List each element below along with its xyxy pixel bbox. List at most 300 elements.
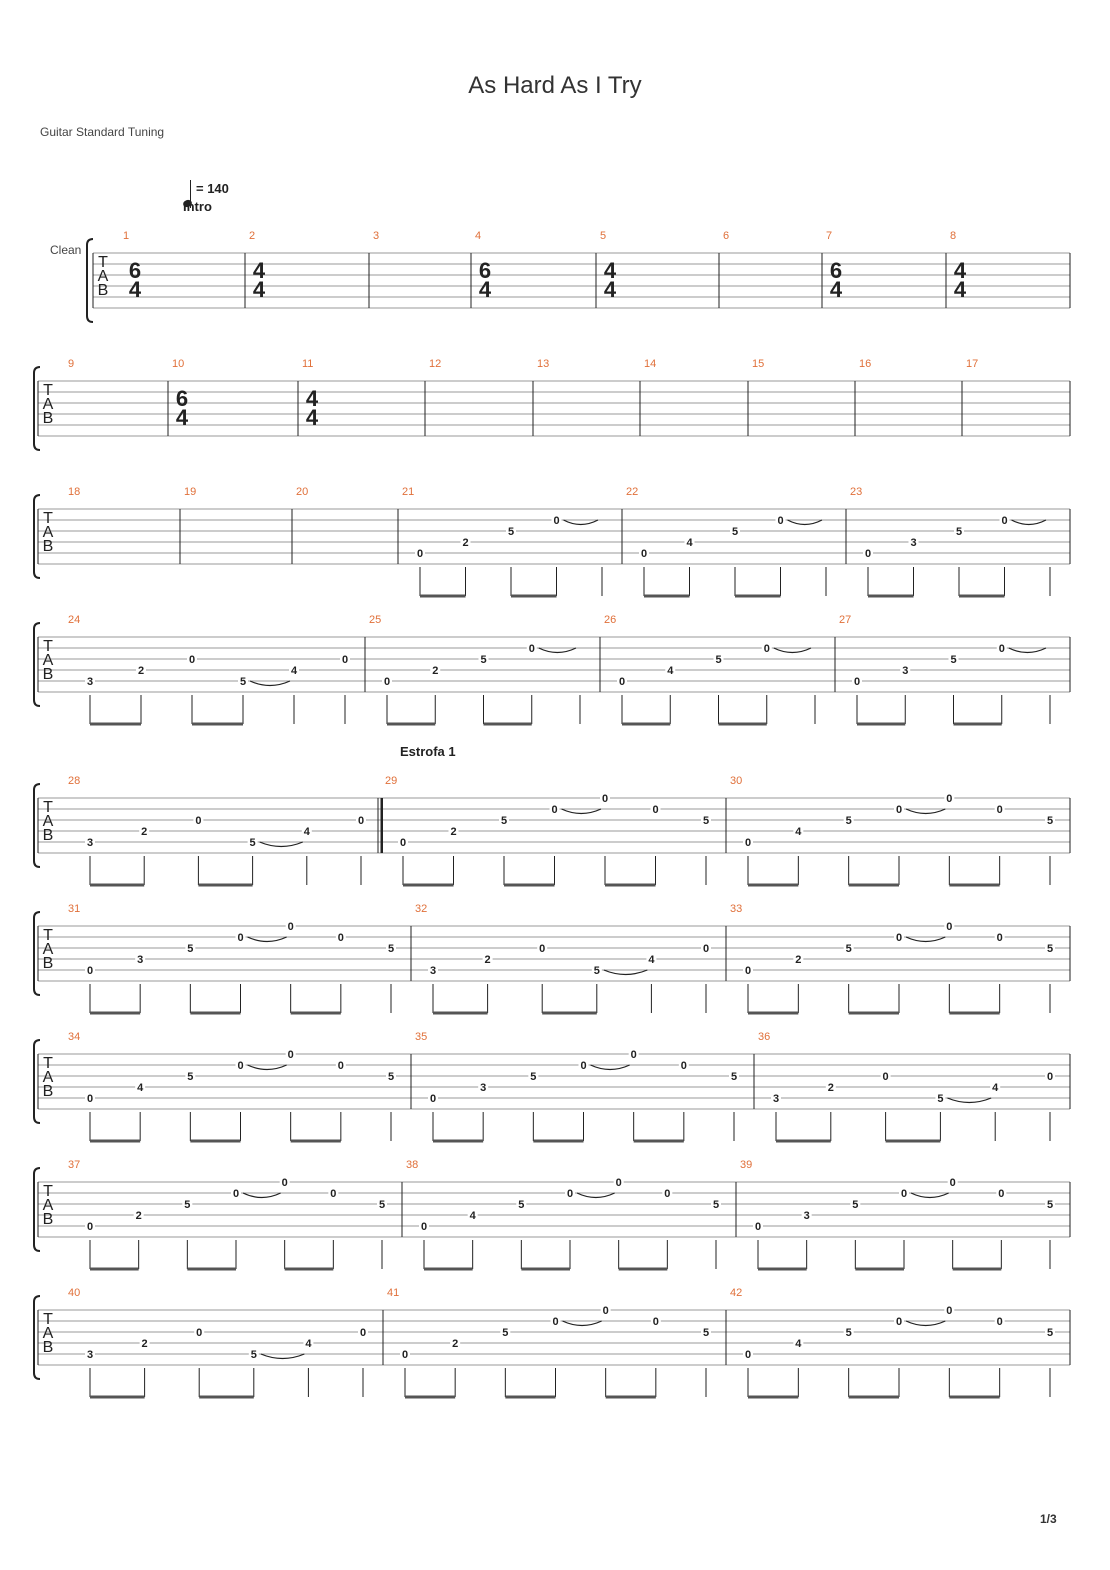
staff-system — [87, 230, 1070, 322]
tab-clef-letter: A — [42, 1069, 54, 1086]
fret-number: 0 — [287, 1049, 294, 1061]
fret-number: 0 — [528, 643, 535, 655]
tab-clef-letter: T — [43, 1055, 53, 1072]
measure-number: 42 — [730, 1287, 743, 1299]
fret-number: 0 — [359, 1327, 367, 1339]
fret-number: 5 — [937, 1093, 944, 1105]
fret-number: 5 — [731, 526, 739, 538]
measure — [302, 358, 319, 430]
fret-number: 2 — [432, 665, 439, 677]
fret-number: 0 — [601, 793, 609, 805]
fret-number: 3 — [803, 1210, 810, 1222]
fret-number: 4 — [137, 1082, 144, 1094]
measure — [604, 614, 815, 724]
measure-number: 20 — [296, 486, 309, 498]
measure — [850, 486, 1050, 596]
time-signature-top: 4 — [305, 386, 319, 411]
measure-number: 28 — [68, 775, 81, 787]
fret-number: 5 — [184, 1199, 191, 1211]
tie-arc — [243, 1193, 281, 1198]
tab-clef-letter: B — [42, 1211, 54, 1228]
time-signature-bottom: 4 — [953, 277, 967, 302]
fret-number: 5 — [593, 965, 600, 977]
fret-number: 0 — [664, 1188, 671, 1200]
fret-number: 2 — [141, 826, 148, 838]
tab-clef-letter: T — [43, 382, 53, 399]
measure — [839, 614, 1050, 724]
measure-number: 41 — [387, 1287, 400, 1299]
fret-number: 0 — [401, 1349, 409, 1361]
fret-number: 4 — [305, 1338, 312, 1350]
fret-number: 0 — [195, 815, 202, 827]
time-signature-top: 6 — [829, 258, 843, 283]
fret-number: 0 — [754, 1221, 762, 1233]
fret-number: 0 — [420, 1221, 428, 1233]
fret-number: 4 — [469, 1210, 476, 1222]
fret-number: 0 — [996, 932, 1003, 944]
tie-arc — [1009, 648, 1046, 653]
fret-number: 4 — [290, 665, 298, 677]
fret-number: 0 — [196, 1327, 203, 1339]
fret-number: 0 — [232, 1188, 240, 1200]
fret-number: 3 — [910, 537, 917, 549]
measure-number: 12 — [429, 358, 442, 370]
fret-number: 0 — [357, 815, 365, 827]
fret-number: 0 — [287, 921, 294, 933]
tie-arc — [250, 681, 290, 686]
tie-arc — [563, 1321, 602, 1326]
fret-number: 0 — [1001, 515, 1008, 527]
fret-number: 3 — [86, 837, 94, 849]
tie-arc — [906, 1321, 945, 1326]
fret-number: 0 — [744, 1349, 752, 1361]
fret-number: 4 — [667, 665, 674, 677]
staff-system — [34, 903, 1070, 1013]
time-signature-bottom: 4 — [252, 277, 266, 302]
fret-number: 5 — [1046, 815, 1054, 827]
tuning-label: Guitar Standard Tuning — [40, 125, 165, 139]
tab-clef-letter: B — [42, 1083, 54, 1100]
fret-number: 0 — [946, 793, 953, 805]
tab-clef-letter: T — [43, 799, 53, 816]
measure-number: 14 — [644, 358, 657, 370]
tempo-value: = 140 — [196, 181, 229, 196]
fret-number: 0 — [652, 804, 659, 816]
fret-number: 4 — [648, 954, 655, 966]
time-signature-bottom: 4 — [478, 277, 492, 302]
tie-arc — [260, 842, 303, 847]
measure — [373, 230, 379, 242]
tab-clef-letter: B — [42, 955, 54, 972]
measure-number: 36 — [758, 1031, 771, 1043]
tab-clef-letter: B — [42, 410, 54, 427]
fret-number: 5 — [715, 654, 722, 666]
fret-number: 5 — [239, 676, 247, 688]
measure — [644, 358, 656, 370]
system-bracket — [34, 623, 40, 706]
fret-number: 0 — [580, 1060, 587, 1072]
measure-number: 40 — [68, 1287, 81, 1299]
measure — [68, 614, 350, 724]
measure — [758, 1031, 1055, 1141]
fret-number: 5 — [702, 1327, 710, 1339]
fret-number: 3 — [86, 676, 94, 688]
fret-number: 0 — [602, 1305, 609, 1317]
fret-number: 0 — [551, 804, 558, 816]
fret-number: 5 — [712, 1199, 720, 1211]
time-signature-top: 4 — [252, 258, 266, 283]
tab-clef-letter: T — [43, 927, 53, 944]
tab-clef-letter: A — [97, 268, 109, 285]
fret-number: 5 — [852, 1199, 859, 1211]
fret-number: 0 — [237, 932, 244, 944]
fret-number: 0 — [553, 515, 560, 527]
measure-number: 11 — [302, 358, 314, 370]
measure-number: 7 — [826, 230, 833, 242]
fret-number: 0 — [680, 1060, 687, 1072]
time-signature-top: 4 — [953, 258, 967, 283]
fret-number: 0 — [539, 943, 546, 955]
system-bracket — [34, 367, 40, 450]
fret-number: 5 — [955, 526, 963, 538]
fret-number: 0 — [281, 1177, 288, 1189]
time-signature-bottom: 4 — [175, 405, 189, 430]
tab-clef-letter: B — [42, 538, 54, 555]
measure — [415, 903, 711, 1013]
fret-number: 0 — [996, 804, 1003, 816]
tie-arc — [906, 937, 945, 942]
system-bracket — [34, 1168, 40, 1251]
fret-number: 3 — [480, 1082, 487, 1094]
fret-number: 0 — [330, 1188, 337, 1200]
measure-number: 37 — [68, 1159, 81, 1171]
tab-clef-letter: T — [43, 1311, 53, 1328]
tab-clef-letter: B — [42, 666, 54, 683]
tie-arc — [564, 520, 599, 525]
fret-number: 5 — [1046, 1199, 1054, 1211]
time-signature-top: 6 — [478, 258, 492, 283]
fret-number: 0 — [552, 1316, 559, 1328]
fret-number: 2 — [135, 1210, 142, 1222]
tab-clef-letter: A — [42, 524, 54, 541]
time-signature-bottom: 4 — [305, 405, 319, 430]
measure-number: 29 — [385, 775, 398, 787]
measure-number: 4 — [475, 230, 482, 242]
fret-number: 3 — [429, 965, 437, 977]
measure — [740, 1159, 1055, 1269]
fret-number: 0 — [640, 548, 648, 560]
fret-number: 5 — [187, 1071, 194, 1083]
fret-number: 4 — [992, 1082, 999, 1094]
tie-arc — [248, 1065, 287, 1070]
fret-number: 2 — [484, 954, 491, 966]
time-signature-bottom: 4 — [128, 277, 142, 302]
tie-arc — [947, 1098, 991, 1103]
measure-number: 16 — [859, 358, 872, 370]
fret-number: 5 — [249, 837, 256, 849]
fret-number: 5 — [702, 815, 710, 827]
measure — [68, 1031, 396, 1141]
measure-number: 2 — [249, 230, 256, 242]
fret-number: 0 — [618, 676, 626, 688]
section-label-estrofa-1: Estrofa 1 — [400, 744, 456, 759]
measure — [68, 486, 80, 498]
fret-number: 2 — [452, 1338, 459, 1350]
fret-number: 5 — [1046, 943, 1054, 955]
score-title: As Hard As I Try — [468, 72, 642, 99]
measure — [475, 230, 492, 302]
fret-number: 0 — [188, 654, 196, 666]
tie-arc — [604, 970, 648, 975]
fret-number: 5 — [845, 943, 852, 955]
measure-number: 9 — [68, 358, 75, 370]
tab-clef-letter: T — [43, 1183, 53, 1200]
fret-number: 2 — [450, 826, 457, 838]
fret-number: 0 — [998, 1188, 1005, 1200]
fret-number: 0 — [86, 1093, 94, 1105]
fret-number: 0 — [777, 515, 784, 527]
time-signature-bottom: 4 — [829, 277, 843, 302]
fret-number: 5 — [387, 1071, 395, 1083]
staff-system — [34, 1031, 1070, 1141]
fret-number: 5 — [530, 1071, 537, 1083]
fret-number: 3 — [772, 1093, 780, 1105]
fret-number: 0 — [416, 548, 424, 560]
measure-number: 6 — [723, 230, 730, 242]
time-signature-top: 4 — [603, 258, 617, 283]
fret-number: 3 — [86, 1349, 94, 1361]
measure-number: 15 — [752, 358, 765, 370]
tab-clef-letter: A — [42, 1197, 54, 1214]
fret-number: 0 — [337, 932, 344, 944]
tab-clef-letter: A — [42, 1325, 54, 1342]
tie-arc — [562, 809, 602, 814]
fret-number: 5 — [500, 815, 508, 827]
measure — [172, 358, 189, 430]
fret-number: 0 — [399, 837, 407, 849]
fret-number: 2 — [462, 537, 469, 549]
system-bracket — [34, 1040, 40, 1123]
measure-number: 5 — [600, 230, 607, 242]
tie-arc — [577, 1193, 615, 1198]
section-label-intro: Intro — [183, 199, 212, 214]
measure-number: 19 — [184, 486, 197, 498]
fret-number: 4 — [303, 826, 310, 838]
measure — [68, 775, 382, 885]
fret-number: 0 — [744, 965, 752, 977]
staff-system — [34, 486, 1070, 596]
time-signature-bottom: 4 — [603, 277, 617, 302]
tie-arc — [248, 937, 287, 942]
measure-number: 35 — [415, 1031, 428, 1043]
fret-number: 0 — [882, 1071, 889, 1083]
fret-number: 0 — [337, 1060, 344, 1072]
measure — [249, 230, 266, 302]
measure — [406, 1159, 721, 1269]
tab-clef-letter: B — [97, 282, 109, 299]
fret-number: 0 — [702, 943, 710, 955]
fret-number: 2 — [827, 1082, 834, 1094]
fret-number: 0 — [237, 1060, 244, 1072]
tab-clef-letter: T — [98, 254, 108, 271]
measure — [600, 230, 617, 302]
fret-number: 5 — [518, 1199, 525, 1211]
system-bracket — [34, 784, 40, 867]
fret-number: 5 — [845, 1327, 852, 1339]
fret-number: 5 — [187, 943, 194, 955]
fret-number: 5 — [480, 654, 487, 666]
measure-number: 34 — [68, 1031, 81, 1043]
measure — [950, 230, 967, 302]
tie-arc — [788, 520, 823, 525]
measure — [123, 230, 142, 302]
time-signature-top: 6 — [128, 258, 142, 283]
measure-number: 32 — [415, 903, 428, 915]
measure — [966, 358, 978, 370]
fret-number: 4 — [795, 826, 802, 838]
measure — [415, 1031, 739, 1141]
tab-clef-letter: B — [42, 827, 54, 844]
system-bracket — [34, 1296, 40, 1379]
measure-number: 33 — [730, 903, 743, 915]
system-bracket — [87, 239, 93, 322]
tie-arc — [539, 648, 576, 653]
fret-number: 0 — [864, 548, 872, 560]
measure — [429, 358, 441, 370]
fret-number: 0 — [996, 1316, 1003, 1328]
measure — [385, 775, 711, 885]
fret-number: 2 — [141, 1338, 148, 1350]
measure-number: 27 — [839, 614, 852, 626]
measure — [730, 1287, 1055, 1397]
fret-number: 0 — [86, 965, 94, 977]
measure — [752, 358, 764, 370]
fret-number: 4 — [795, 1338, 802, 1350]
fret-number: 2 — [795, 954, 802, 966]
time-signature-top: 6 — [175, 386, 189, 411]
measure-number: 10 — [172, 358, 185, 370]
measure-number: 13 — [537, 358, 550, 370]
tie-arc — [906, 809, 945, 814]
measure-number: 24 — [68, 614, 81, 626]
measure-number: 17 — [966, 358, 979, 370]
tie-arc — [911, 1193, 949, 1198]
measure — [537, 358, 549, 370]
staff-system — [34, 1159, 1070, 1269]
fret-number: 5 — [507, 526, 515, 538]
tab-clef-letter: A — [42, 941, 54, 958]
measure-number: 1 — [123, 230, 130, 242]
measure-number: 8 — [950, 230, 957, 242]
fret-number: 0 — [86, 1221, 94, 1233]
fret-number: 0 — [652, 1316, 659, 1328]
page-number: 1/3 — [1040, 1512, 1057, 1526]
measure — [68, 1287, 368, 1397]
fret-number: 0 — [946, 921, 953, 933]
fret-number: 5 — [387, 943, 395, 955]
tab-clef-letter: A — [42, 813, 54, 830]
fret-number: 0 — [900, 1188, 908, 1200]
measure-number: 3 — [373, 230, 380, 242]
fret-number: 2 — [137, 665, 145, 677]
measure-number: 30 — [730, 775, 743, 787]
measure — [184, 486, 196, 498]
staff-system — [34, 358, 1070, 450]
system-bracket — [34, 912, 40, 995]
tie-arc — [591, 1065, 630, 1070]
tab-clef-letter: T — [43, 638, 53, 655]
measure — [859, 358, 871, 370]
tab-clef-letter: A — [42, 396, 54, 413]
tie-arc — [261, 1354, 305, 1359]
fret-number: 0 — [895, 804, 903, 816]
fret-number: 5 — [730, 1071, 738, 1083]
fret-number: 0 — [853, 676, 861, 688]
tab-clef-letter: B — [42, 1339, 54, 1356]
measure — [387, 1287, 711, 1397]
fret-number: 3 — [137, 954, 144, 966]
fret-number: 3 — [902, 665, 909, 677]
fret-number: 0 — [949, 1177, 956, 1189]
staff-system — [34, 614, 1070, 724]
tab-clef-letter: T — [43, 510, 53, 527]
measure — [626, 486, 826, 596]
measure — [826, 230, 843, 302]
measure — [730, 775, 1055, 885]
fret-number: 0 — [1046, 1071, 1054, 1083]
measure-number: 22 — [626, 486, 639, 498]
fret-number: 0 — [998, 643, 1005, 655]
tie-arc — [1012, 520, 1047, 525]
fret-number: 5 — [950, 654, 957, 666]
fret-number: 5 — [845, 815, 852, 827]
fret-number: 4 — [686, 537, 693, 549]
tie-arc — [774, 648, 811, 653]
fret-number: 5 — [250, 1349, 257, 1361]
fret-number: 0 — [630, 1049, 637, 1061]
fret-number: 0 — [383, 676, 391, 688]
measure-number: 18 — [68, 486, 81, 498]
measure — [723, 230, 729, 242]
fret-number: 0 — [429, 1093, 437, 1105]
staff-system — [34, 775, 1070, 885]
fret-number: 0 — [895, 932, 903, 944]
fret-number: 0 — [763, 643, 770, 655]
system-bracket — [34, 495, 40, 578]
staff-system — [34, 1287, 1070, 1397]
measure — [730, 903, 1055, 1013]
fret-number: 0 — [341, 654, 349, 666]
measure — [68, 358, 74, 370]
measure — [68, 903, 396, 1013]
fret-number: 0 — [744, 837, 752, 849]
measure — [296, 486, 308, 498]
tab-clef-letter: A — [42, 652, 54, 669]
measure — [68, 1159, 387, 1269]
measure-number: 31 — [68, 903, 81, 915]
measure-number: 26 — [604, 614, 617, 626]
track-name: Clean — [50, 243, 82, 257]
measure — [402, 486, 602, 596]
fret-number: 5 — [502, 1327, 509, 1339]
measure — [369, 614, 580, 724]
fret-number: 0 — [946, 1305, 953, 1317]
fret-number: 5 — [1046, 1327, 1054, 1339]
fret-number: 0 — [615, 1177, 622, 1189]
measure-number: 38 — [406, 1159, 419, 1171]
measure-number: 39 — [740, 1159, 753, 1171]
fret-number: 0 — [895, 1316, 903, 1328]
